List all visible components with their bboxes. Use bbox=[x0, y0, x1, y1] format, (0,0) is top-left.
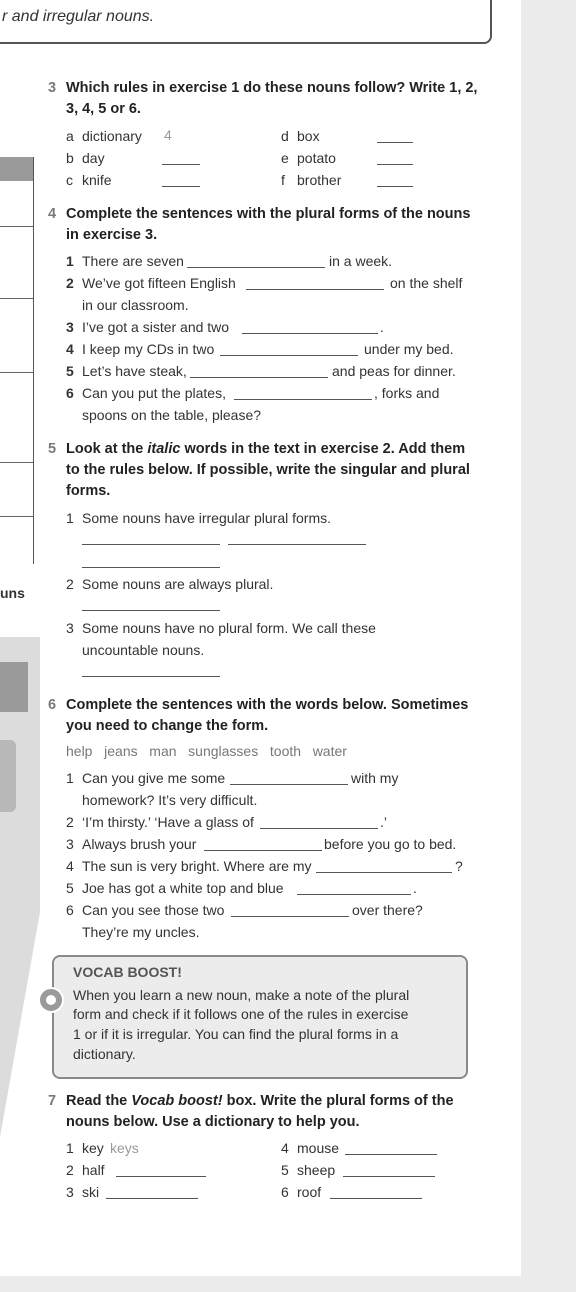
ex7-word: half bbox=[82, 1162, 105, 1178]
ex4-item-number: 4 bbox=[66, 341, 74, 357]
ex6-item-number: 6 bbox=[66, 902, 74, 918]
ex7-answer-line[interactable] bbox=[343, 1176, 435, 1177]
ex5-item-number: 3 bbox=[66, 620, 74, 636]
ex6-s5-end: . bbox=[413, 880, 417, 896]
ex7-answer[interactable]: keys bbox=[110, 1140, 139, 1156]
ex7-item-number: 2 bbox=[66, 1162, 74, 1178]
viewer-background-right bbox=[521, 0, 576, 1292]
ex4-s1-start: There are seven bbox=[82, 253, 184, 269]
ex4-s3-start: I’ve got a sister and two bbox=[82, 319, 230, 335]
ex6-s6-cont: They’re my uncles. bbox=[82, 924, 200, 940]
ex6-s2-end: .’ bbox=[380, 814, 387, 830]
ex7-answer-line[interactable] bbox=[116, 1176, 206, 1177]
ex3-answer-line[interactable] bbox=[377, 186, 413, 187]
vocab-boost-line1: When you learn a new noun, make a note of the plural bbox=[73, 987, 410, 1003]
ex5-rule3-line1: Some nouns have no plural form. We call these bbox=[82, 620, 376, 636]
ex4-s4-blank[interactable] bbox=[220, 355, 358, 356]
ex6-s4-blank[interactable] bbox=[316, 872, 452, 873]
table-rule bbox=[0, 462, 33, 463]
ex4-s1-blank[interactable] bbox=[187, 267, 325, 268]
previous-section-box bbox=[0, 0, 492, 44]
ex4-s5-blank[interactable] bbox=[190, 377, 328, 378]
table-rule bbox=[0, 372, 33, 373]
ex3-letter: e bbox=[281, 150, 289, 166]
left-table-edge bbox=[0, 157, 34, 564]
ex7-word: ski bbox=[82, 1184, 100, 1200]
sidebar-fragment: uns bbox=[0, 585, 25, 601]
ex6-title-line1: Complete the sentences with the words below. Sometimes bbox=[66, 697, 469, 713]
ex7-word: mouse bbox=[297, 1140, 340, 1156]
ex4-s2-start: We’ve got fifteen English bbox=[82, 275, 236, 291]
ex4-s4-start: I keep my CDs in two bbox=[82, 341, 215, 357]
ex3-word: potato bbox=[297, 150, 336, 166]
ex4-item-number: 1 bbox=[66, 253, 74, 269]
ex3-word: day bbox=[82, 150, 105, 166]
ex7-title-line2: nouns below. Use a dictionary to help you. bbox=[66, 1114, 360, 1130]
ex7-title-line1: Read the Vocab boost! box. Write the plural forms of the bbox=[66, 1093, 454, 1109]
table-rule bbox=[0, 298, 33, 299]
ex5-title-line3: forms. bbox=[66, 483, 111, 499]
ex5-item-number: 2 bbox=[66, 576, 74, 592]
ex6-s1-end: with my bbox=[351, 770, 399, 786]
ex6-s1-cont: homework? It’s very difficult. bbox=[82, 792, 258, 808]
ex4-s3-blank[interactable] bbox=[242, 333, 378, 334]
ex3-letter: c bbox=[66, 172, 73, 188]
ex6-s3-start: Always brush your bbox=[82, 836, 197, 852]
ex4-s2-blank[interactable] bbox=[246, 289, 384, 290]
vocab-boost-title: VOCAB BOOST! bbox=[73, 964, 182, 980]
ex7-item-number: 1 bbox=[66, 1140, 74, 1156]
ex6-word-box: help jeans man sunglasses tooth water bbox=[66, 743, 347, 759]
ex3-answer-line[interactable] bbox=[377, 142, 413, 143]
ex4-s2-end: on the shelf bbox=[390, 275, 463, 291]
ex5-title-line1: Look at the italic words in the text in exercise 2. Add them bbox=[66, 441, 466, 457]
previous-section-text: r and irregular nouns. bbox=[2, 8, 155, 25]
ex5-rule2-blank[interactable] bbox=[82, 610, 220, 611]
vocab-boost-line2: form and check if it follows one of the rules in exercise bbox=[73, 1006, 409, 1022]
ex6-s2-start: ‘I’m thirsty.’ ‘Have a glass of bbox=[82, 814, 254, 830]
ex4-number: 4 bbox=[48, 206, 57, 222]
ex5-rule2: Some nouns are always plural. bbox=[82, 576, 274, 592]
ex3-word: brother bbox=[297, 172, 342, 188]
ex5-rule3-line2: uncountable nouns. bbox=[82, 642, 205, 658]
ex4-s5-start: Let’s have steak, bbox=[82, 363, 187, 379]
ex6-title-line2: you need to change the form. bbox=[66, 718, 269, 734]
ex3-answer[interactable]: 4 bbox=[164, 127, 172, 143]
ex5-rule3-blank[interactable] bbox=[82, 676, 220, 677]
ex5-rule1-blank[interactable] bbox=[228, 544, 366, 545]
ex5-rule1: Some nouns have irregular plural forms. bbox=[82, 510, 332, 526]
ex7-item-number: 3 bbox=[66, 1184, 74, 1200]
ex6-s6-blank[interactable] bbox=[231, 916, 349, 917]
ex4-s3-end: . bbox=[380, 319, 384, 335]
ex7-answer-line[interactable] bbox=[106, 1198, 198, 1199]
ex6-item-number: 5 bbox=[66, 880, 74, 896]
ex3-word: dictionary bbox=[82, 128, 142, 144]
ex6-number: 6 bbox=[48, 697, 57, 713]
side-photo bbox=[0, 740, 16, 812]
left-table-header bbox=[0, 157, 33, 181]
ex6-s4-end: ? bbox=[455, 858, 463, 874]
ex7-word: key bbox=[82, 1140, 104, 1156]
ex6-item-number: 1 bbox=[66, 770, 74, 786]
ex3-answer-line[interactable] bbox=[377, 164, 413, 165]
ex6-s3-blank[interactable] bbox=[204, 850, 322, 851]
ex7-item-number: 4 bbox=[281, 1140, 289, 1156]
ex6-s1-blank[interactable] bbox=[230, 784, 348, 785]
table-rule bbox=[0, 516, 33, 517]
side-panel bbox=[0, 637, 40, 1137]
ex4-s6-end: , forks and bbox=[374, 385, 440, 401]
viewer-background-bottom bbox=[0, 1276, 521, 1292]
ex3-answer-line[interactable] bbox=[162, 164, 200, 165]
ex6-s2-blank[interactable] bbox=[260, 828, 378, 829]
ex5-title-line2: to the rules below. If possible, write the singular and plural bbox=[66, 462, 470, 478]
ex7-word: roof bbox=[297, 1184, 322, 1200]
ex6-item-number: 4 bbox=[66, 858, 74, 874]
gear-icon bbox=[38, 987, 64, 1013]
ex3-answer-line[interactable] bbox=[162, 186, 200, 187]
ex4-s2-cont: in our classroom. bbox=[82, 297, 189, 313]
ex4-item-number: 3 bbox=[66, 319, 74, 335]
ex5-number: 5 bbox=[48, 441, 57, 457]
vocab-boost-line3: 1 or if it is irregular. You can find the plural forms in a bbox=[73, 1026, 399, 1042]
ex3-number: 3 bbox=[48, 80, 57, 96]
ex4-s5-end: and peas for dinner. bbox=[332, 363, 456, 379]
ex3-title-line2: 3, 4, 5 or 6. bbox=[66, 101, 141, 117]
ex4-item-number: 6 bbox=[66, 385, 74, 401]
ex7-item-number: 5 bbox=[281, 1162, 289, 1178]
ex7-answer-line[interactable] bbox=[330, 1198, 422, 1199]
ex4-s4-end: under my bed. bbox=[364, 341, 454, 357]
ex4-s6-start: Can you put the plates, bbox=[82, 385, 226, 401]
ex5-rule1-blank[interactable] bbox=[82, 544, 220, 545]
ex6-s6-start: Can you see those two bbox=[82, 902, 225, 918]
ex6-s4-start: The sun is very bright. Where are my bbox=[82, 858, 312, 874]
ex4-s6-blank[interactable] bbox=[234, 399, 372, 400]
ex4-s1-end: in a week. bbox=[329, 253, 393, 269]
ex3-letter: d bbox=[281, 128, 289, 144]
ex4-title-line1: Complete the sentences with the plural forms of the nouns bbox=[66, 206, 471, 222]
ex6-s6-end: over there? bbox=[352, 902, 423, 918]
side-panel-header bbox=[0, 662, 28, 712]
ex4-item-number: 2 bbox=[66, 275, 74, 291]
ex4-title-line2: in exercise 3. bbox=[66, 227, 158, 243]
ex5-rule1-blank[interactable] bbox=[82, 567, 220, 568]
ex7-word: sheep bbox=[297, 1162, 336, 1178]
ex7-answer-line[interactable] bbox=[345, 1154, 437, 1155]
ex7-number: 7 bbox=[48, 1093, 57, 1109]
ex6-item-number: 3 bbox=[66, 836, 74, 852]
ex3-word: knife bbox=[82, 172, 112, 188]
ex3-word: box bbox=[297, 128, 320, 144]
ex3-letter: b bbox=[66, 150, 74, 166]
ex6-s1-start: Can you give me some bbox=[82, 770, 226, 786]
ex3-letter: a bbox=[66, 128, 74, 144]
ex7-item-number: 6 bbox=[281, 1184, 289, 1200]
ex4-item-number: 5 bbox=[66, 363, 74, 379]
ex6-s5-blank[interactable] bbox=[297, 894, 411, 895]
ex6-s3-end: before you go to bed. bbox=[324, 836, 457, 852]
ex3-letter: f bbox=[281, 172, 285, 188]
ex5-item-number: 1 bbox=[66, 510, 74, 526]
vocab-boost-line4: dictionary. bbox=[73, 1046, 136, 1062]
ex6-s5-start: Joe has got a white top and blue bbox=[82, 880, 284, 896]
ex3-title-line1: Which rules in exercise 1 do these nouns follow? Write 1, 2, bbox=[66, 80, 478, 96]
table-rule bbox=[0, 226, 33, 227]
ex4-s6-cont: spoons on the table, please? bbox=[82, 407, 262, 423]
ex6-item-number: 2 bbox=[66, 814, 74, 830]
